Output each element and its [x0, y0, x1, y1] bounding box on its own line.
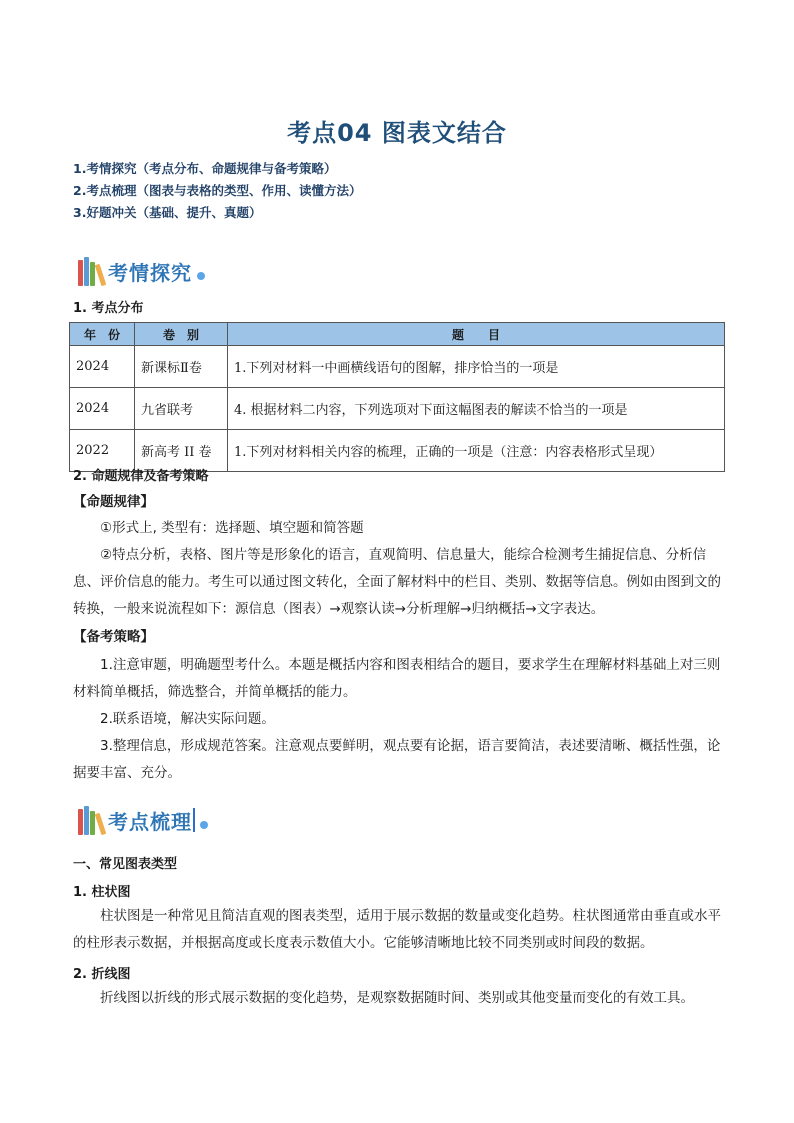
column-header: 题 目: [228, 323, 725, 346]
paragraph: ①形式上, 类型有：选择题、填空题和简答题: [100, 520, 364, 536]
cell-year: 2022: [70, 430, 135, 472]
column-header: 年 份: [70, 323, 135, 346]
rules-label: 【命题规律】: [73, 494, 154, 510]
bar-chart-text: [73, 903, 723, 957]
table-row: [70, 346, 725, 388]
table-header-row: [70, 323, 725, 346]
types-heading: 一、常见图表类型: [73, 857, 178, 872]
table-row: [70, 388, 725, 430]
paragraph: 3.整理信息，形成规范答案。注意观点要鲜明，观点要有论据，语言要简洁，表述要清晰、概括性强，论据要丰富、充分。: [73, 738, 721, 781]
line-chart-text: [73, 985, 723, 1012]
toc-item[interactable]: 3.好题冲关（基础、提升、真题）: [73, 205, 262, 220]
strategy-label: 【备考策略】: [73, 629, 154, 645]
paragraph: 2.联系语境，解决实际问题。: [100, 711, 275, 727]
paragraph: 折线图以折线的形式展示数据的变化趋势，是观察数据随时间、类别或其他变量而变化的有效工具。: [100, 990, 694, 1006]
cell-year: 2024: [70, 346, 135, 388]
books-icon: [78, 805, 104, 835]
paragraph: ②特点分析，表格、图片等是形象化的语言，直观简明、信息量大，能综合检测考生捕捉信息、分析信息、评价信息的能力。考生可以通过图文转化，全面了解材料中的栏目、类别、数据等信息。例如由图到文的转换，一般来说流程如下：源信息（图表）→观察认读→分析理解→归纳概括→文字表达。: [73, 547, 721, 617]
cell-question: 1.下列对材料相关内容的梳理，正确的一项是（注意：内容表格形式呈现）: [228, 430, 725, 472]
cell-paper: 九省联考: [135, 388, 228, 430]
distribution-heading: 1. 考点分布: [73, 301, 144, 316]
strategy-body: [73, 652, 723, 787]
cell-question: 1.下列对材料一中画横线语句的图解，排序恰当的一项是: [228, 346, 725, 388]
column-header: 卷 别: [135, 323, 228, 346]
cell-year: 2024: [70, 388, 135, 430]
bar-chart-heading: 1. 柱状图: [73, 885, 131, 900]
section-title: 考情探究: [108, 260, 192, 285]
rules-heading: 2. 命题规律及备考策略: [73, 469, 209, 484]
section-title: 考点梳理: [108, 809, 192, 834]
cell-paper: 新课标Ⅱ卷: [135, 346, 228, 388]
text-cursor-icon: [193, 808, 195, 832]
cell-question: 4. 根据材料二内容，下列选项对下面这幅图表的解读不恰当的一项是: [228, 388, 725, 430]
books-icon: [78, 256, 104, 286]
page-title: 考点04 图表文结合: [287, 119, 507, 147]
toc-item[interactable]: 1.考情探究（考点分布、命题规律与备考策略）: [73, 161, 337, 176]
rules-body: [73, 515, 723, 623]
section-banner-exam-analysis: [78, 254, 205, 288]
cell-paper: 新高考 II 卷: [135, 430, 228, 472]
paragraph: 1.注意审题，明确题型考什么。本题是概括内容和图表相结合的题目，要求学生在理解材料基础上对三则材料简单概括，筛选整合，并简单概括的能力。: [73, 657, 721, 700]
paragraph: 柱状图是一种常见且简洁直观的图表类型，适用于展示数据的数量或变化趋势。柱状图通常由垂直或水平的柱形表示数据，并根据高度或长度表示数值大小。它能够清晰地比较不同类别或时间段的数据。: [73, 908, 721, 951]
dot-icon: [197, 272, 205, 280]
toc-item[interactable]: 2.考点梳理（图表与表格的类型、作用、读懂方法）: [73, 183, 362, 198]
table-of-contents: [73, 158, 361, 224]
dot-icon: [200, 821, 208, 829]
line-chart-heading: 2. 折线图: [73, 967, 131, 982]
section-banner-key-points: [78, 803, 208, 837]
exam-distribution-table: [69, 322, 725, 472]
